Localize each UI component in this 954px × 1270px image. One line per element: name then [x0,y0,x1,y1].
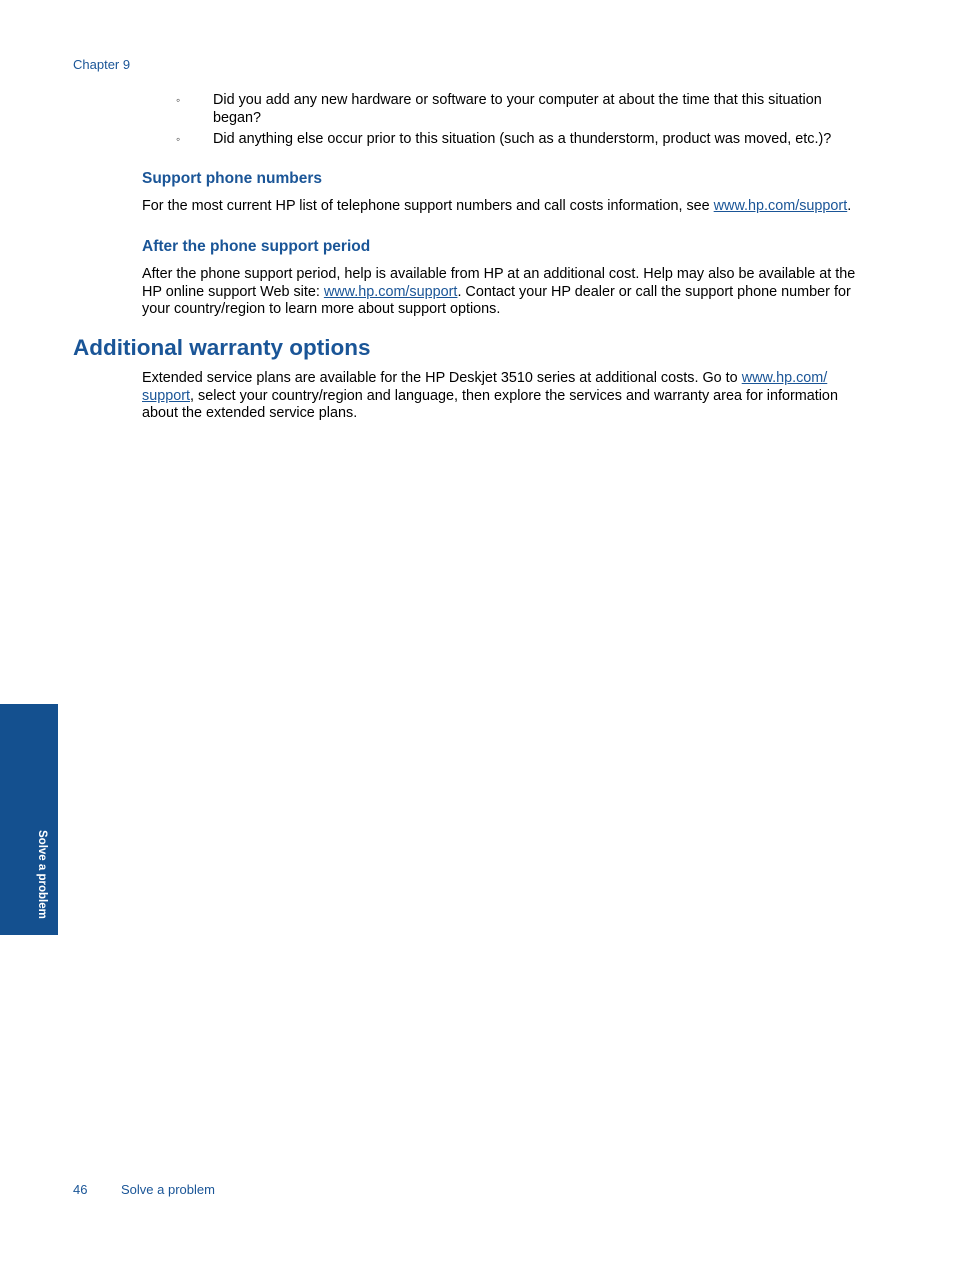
running-header-chapter: Chapter 9 [73,57,131,72]
paragraph-text: . Contact your HP dealer or call the support phone number for your country/region to learn more about support options. [142,283,851,317]
list-item-text: Did anything else occur prior to this situation (such as a thunderstorm, product was moved, etc.)? [213,131,832,147]
after-period-heading: After the phone support period [142,238,371,255]
section-side-tab [0,704,58,935]
list-item [142,92,862,127]
list-item [142,131,862,149]
hp-support-link[interactable]: www.hp.com/support [323,283,458,300]
hp-support-link[interactable]: www.hp.com/support [713,198,848,214]
paragraph-text: , select your country/region and language, then explore the services and warranty area for information about the extended service plans. [142,387,838,421]
warranty-paragraph [142,370,864,423]
bullet-circle-icon: ◦ [176,93,181,107]
paragraph-text: After the phone support period, help is available from HP at an additional cost. Help may also be available at the HP online support Web site: [142,266,856,300]
paragraph-text: . [847,198,852,214]
paragraph-text: Extended service plans are available for the HP Deskjet 3510 series at additional costs. Go to [142,370,742,386]
bullet-circle-icon: ◦ [176,132,181,146]
question-list [142,92,862,153]
list-item-text: Did you add any new hardware or software to your computer at about the time that this situation began? [213,92,822,126]
hp-support-link[interactable]: www.hp.com/ support [142,370,828,404]
warranty-heading: Additional warranty options [73,335,371,360]
support-phone-heading: Support phone numbers [142,170,322,187]
paragraph-text: For the most current HP list of telephone support numbers and call costs information, see [142,198,714,214]
after-period-paragraph [142,266,864,319]
side-tab-label: Solve a problem [36,830,48,919]
page-number: 46 [73,1182,88,1197]
footer-section-title: Solve a problem [121,1182,215,1197]
support-phone-paragraph [142,198,864,216]
